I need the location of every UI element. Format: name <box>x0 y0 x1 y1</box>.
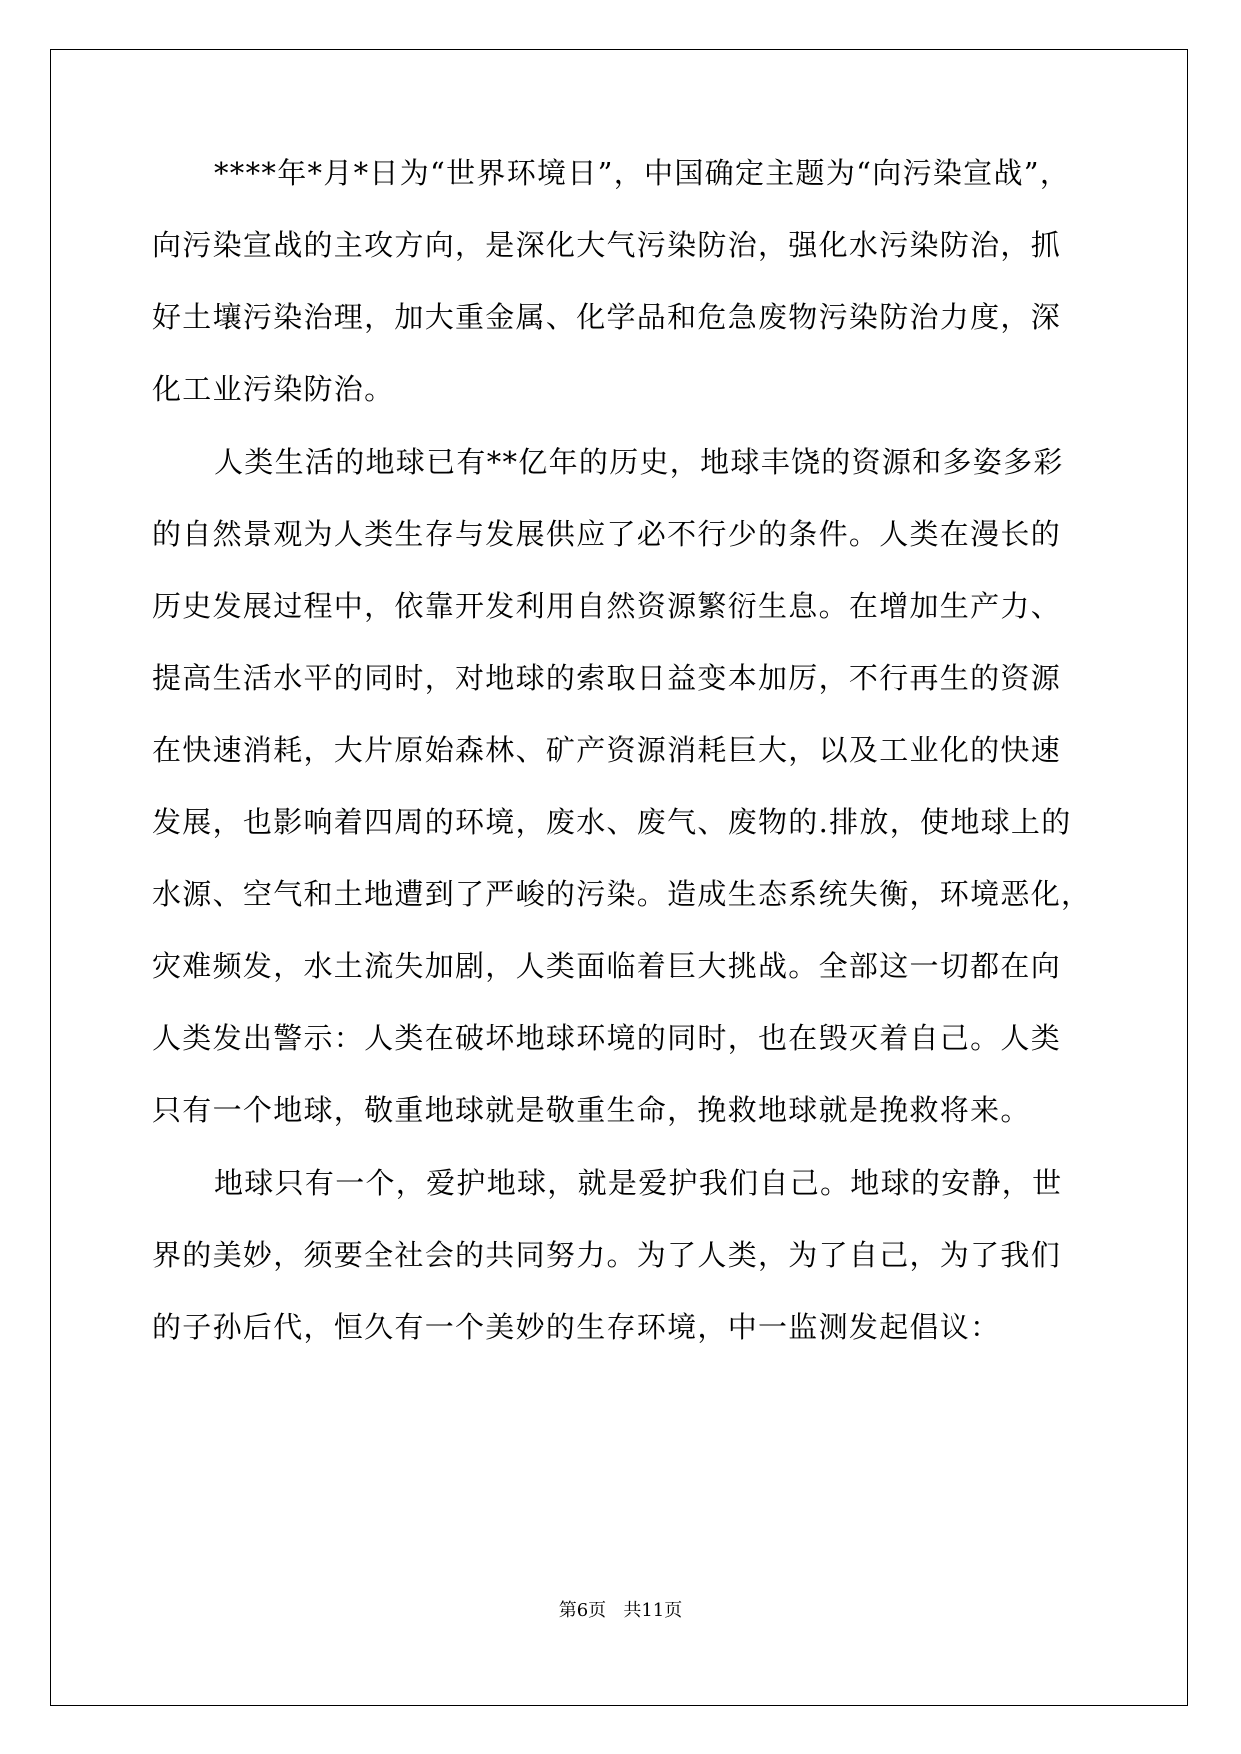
paragraph-2-line-2: 的自然景观为人类生存与发展供应了必不行少的条件。人类在漫长的 <box>152 517 1062 551</box>
paragraph-2-line-7: 水源、空气和土地遭到了严峻的污染。造成生态系统失衡，环境恶化， <box>152 877 1092 911</box>
paragraph-2-line-6: 发展，也影响着四周的环境，废水、废气、废物的.排放，使地球上的 <box>152 805 1072 839</box>
paragraph-2-line-9: 人类发出警示：人类在破坏地球环境的同时，也在毁灭着自己。人类 <box>152 1021 1062 1055</box>
paragraph-3-line-2: 界的美妙，须要全社会的共同努力。为了人类，为了自己，为了我们 <box>152 1238 1062 1272</box>
page-number-footer: 第6页 共11页 <box>558 1600 683 1621</box>
paragraph-2-line-5: 在快速消耗，大片原始森林、矿产资源消耗巨大，以及工业化的快速 <box>152 733 1062 767</box>
paragraph-1-line-1: ****年*月*日为“世界环境日”，中国确定主题为“向污染宣战”， <box>214 156 1071 190</box>
paragraph-2-line-10: 只有一个地球，敬重地球就是敬重生命，挽救地球就是挽救将来。 <box>152 1093 1031 1127</box>
paragraph-2-line-4: 提高生活水平的同时，对地球的索取日益变本加厉，不行再生的资源 <box>152 661 1062 695</box>
paragraph-3-line-3: 的子孙后代，恒久有一个美妙的生存环境，中一监测发起倡议： <box>152 1310 1001 1344</box>
paragraph-2-line-3: 历史发展过程中，依靠开发利用自然资源繁衍生息。在增加生产力、 <box>152 589 1062 623</box>
paragraph-1-line-2: 向污染宣战的主攻方向，是深化大气污染防治，强化水污染防治，抓 <box>152 228 1062 262</box>
paragraph-3-line-1: 地球只有一个，爱护地球，就是爱护我们自己。地球的安静，世 <box>214 1166 1063 1200</box>
paragraph-2-line-8: 灾难频发，水土流失加剧，人类面临着巨大挑战。全部这一切都在向 <box>152 949 1062 983</box>
paragraph-1-line-3: 好土壤污染治理，加大重金属、化学品和危急废物污染防治力度，深 <box>152 300 1062 334</box>
paragraph-1-line-4: 化工业污染防治。 <box>152 372 395 406</box>
paragraph-2-line-1: 人类生活的地球已有**亿年的历史，地球丰饶的资源和多姿多彩 <box>214 445 1064 479</box>
